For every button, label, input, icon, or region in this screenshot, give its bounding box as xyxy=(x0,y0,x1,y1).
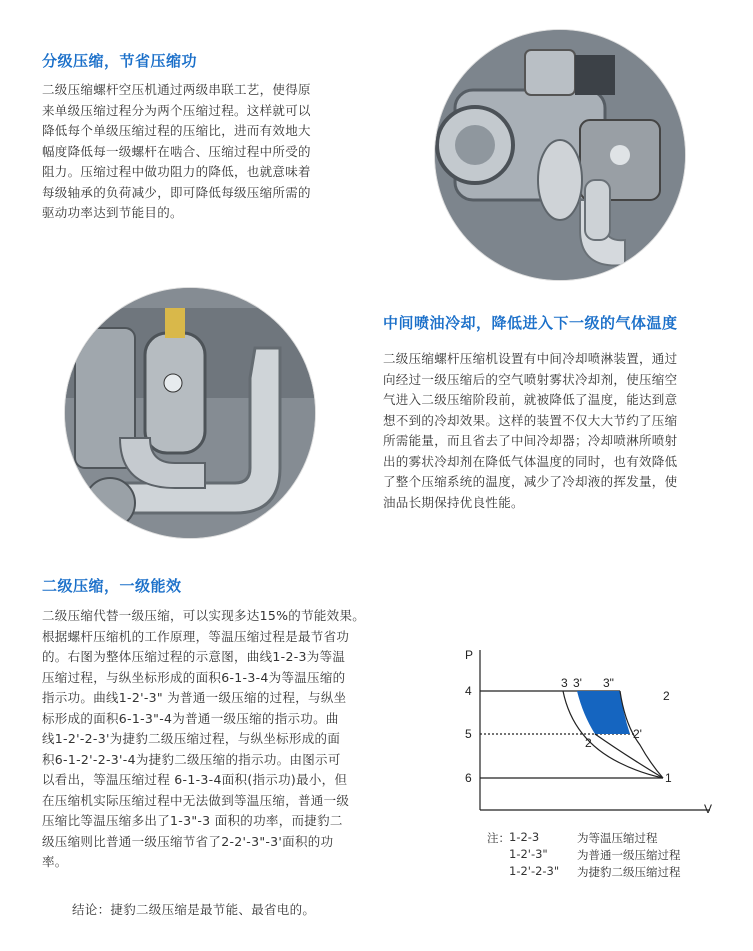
section3-line: 根据螺杆压缩机的工作原理，等温压缩过程是最节省功 xyxy=(42,628,350,644)
section3-line: 压缩过程，与纵坐标形成的面积6-1-3-4为等温压缩的 xyxy=(42,669,346,685)
section3-title: 二级压缩，一级能效 xyxy=(42,577,182,595)
section3-line: 压缩比等温压缩多出了1-3"-3 面积的功率，而捷豹二 xyxy=(42,813,343,828)
section3-line: 标形成的面积6-1-3"-4为普通一级压缩的指示功。曲 xyxy=(42,710,339,726)
point-3-double-prime-label: 3" xyxy=(603,676,614,690)
pv-diagram xyxy=(455,645,745,835)
compressor-photo-top xyxy=(435,30,685,280)
saved-work-area xyxy=(577,691,630,734)
note-desc: 为普通一级压缩过程 xyxy=(577,848,681,862)
section1-line: 阻力。压缩过程中做功阻力的降低，也就意味着 xyxy=(42,164,311,179)
y-label-4: 4 xyxy=(465,684,472,698)
section1-line: 驱动功率达到节能目的。 xyxy=(42,205,183,220)
section2-title: 中间喷油冷却，降低进入下一级的气体温度 xyxy=(383,314,678,332)
point-1-label: 1 xyxy=(665,771,672,785)
section2-line: 了整个压缩系统的温度，减少了冷却液的挥发量，使 xyxy=(383,474,678,489)
section1-line: 降低每个单级压缩过程的压缩比，进而有效地大 xyxy=(42,123,311,138)
point-3-label: 3 xyxy=(561,676,568,690)
y-label-6: 6 xyxy=(465,771,472,785)
section1-line: 每级轴承的负荷减少，即可降低每级压缩所需的 xyxy=(42,184,311,200)
section2-body xyxy=(383,349,733,513)
section2-line: 所需能量，而且省去了中间冷却器；冷却喷淋所喷射 xyxy=(383,433,678,448)
point-2-lower-label: 2 xyxy=(585,736,592,750)
point-3-prime-label: 3' xyxy=(573,676,582,690)
section3-line: 在压缩机实际压缩过程中无法做到等温压缩，普通一级 xyxy=(42,792,350,808)
section3-line: 积6-1-2'-2-3'-4为捷豹二级压缩的指示功。由图示可 xyxy=(42,751,341,767)
section3-body xyxy=(42,606,402,873)
section2-line: 气进入二级压缩阶段前，就被降低了温度，能达到意 xyxy=(383,392,678,407)
section1-line: 来单级压缩过程分为两个压缩过程。这样就可以 xyxy=(42,102,311,118)
section2-line: 二级压缩螺杆压缩机设置有中间冷却喷淋装置，通过 xyxy=(383,351,678,366)
note-desc: 为等温压缩过程 xyxy=(577,831,658,845)
section3-line: 二级压缩代替一级压缩，可以实现多达15%的节能效果。 xyxy=(42,608,366,623)
section2-line: 向经过一级压缩后的空气喷射雾状冷却剂，使压缩空 xyxy=(383,371,678,387)
note-desc: 为捷豹二级压缩过程 xyxy=(577,865,681,879)
section3-line: 线1-2'-2-3'为捷豹二级压缩过程，与纵坐标形成的面 xyxy=(42,731,341,746)
section2-line: 想不到的冷却效果。这样的装置不仅大大节约了压缩 xyxy=(383,412,678,428)
section1-line: 幅度降低每一级螺杆在啮合、压缩过程中所受的 xyxy=(42,143,311,159)
point-2-prime-label: 2' xyxy=(633,727,642,741)
conclusion-text: 结论：捷豹二级压缩是最节能、最省电的。 xyxy=(72,902,316,917)
v-axis-label: V xyxy=(704,802,713,816)
section3-line: 的。右图为整体压缩过程的示意图，曲线1-2-3为等温 xyxy=(42,649,346,664)
two-stage-curve xyxy=(595,734,663,778)
section1-body xyxy=(42,80,362,224)
section3-line: 以看出，等温压缩过程 6-1-3-4面积(指示功)最小，但 xyxy=(42,772,348,787)
note-curve: 1-2'-3" xyxy=(509,847,548,861)
note-curve: 1-2'-2-3" xyxy=(509,864,560,878)
p-axis-label: P xyxy=(465,648,474,662)
point-2-label: 2 xyxy=(663,689,670,703)
section1-title: 分级压缩，节省压缩功 xyxy=(42,52,198,70)
note-curve: 1-2-3 xyxy=(509,830,540,844)
section3-line: 指示功。曲线1-2'-3" 为普通一级压缩的过程，与纵坐 xyxy=(42,690,347,705)
section2-line: 油品长期保持优良性能。 xyxy=(383,494,524,510)
note-prefix: 注： xyxy=(487,831,510,845)
section3-line: 率。 xyxy=(42,854,68,869)
cooling-pipe-photo xyxy=(65,288,315,538)
section2-line: 出的雾状冷却剂在降低气体温度的同时，也有效降低 xyxy=(383,453,678,469)
y-label-5: 5 xyxy=(465,727,472,741)
section3-line: 级压缩则比普通一级压缩节省了2-2'-3"-3'面积的功 xyxy=(42,833,334,849)
diagram-notes xyxy=(487,830,727,881)
section1-line: 二级压缩螺杆空压机通过两级串联工艺，使得原 xyxy=(42,82,311,97)
